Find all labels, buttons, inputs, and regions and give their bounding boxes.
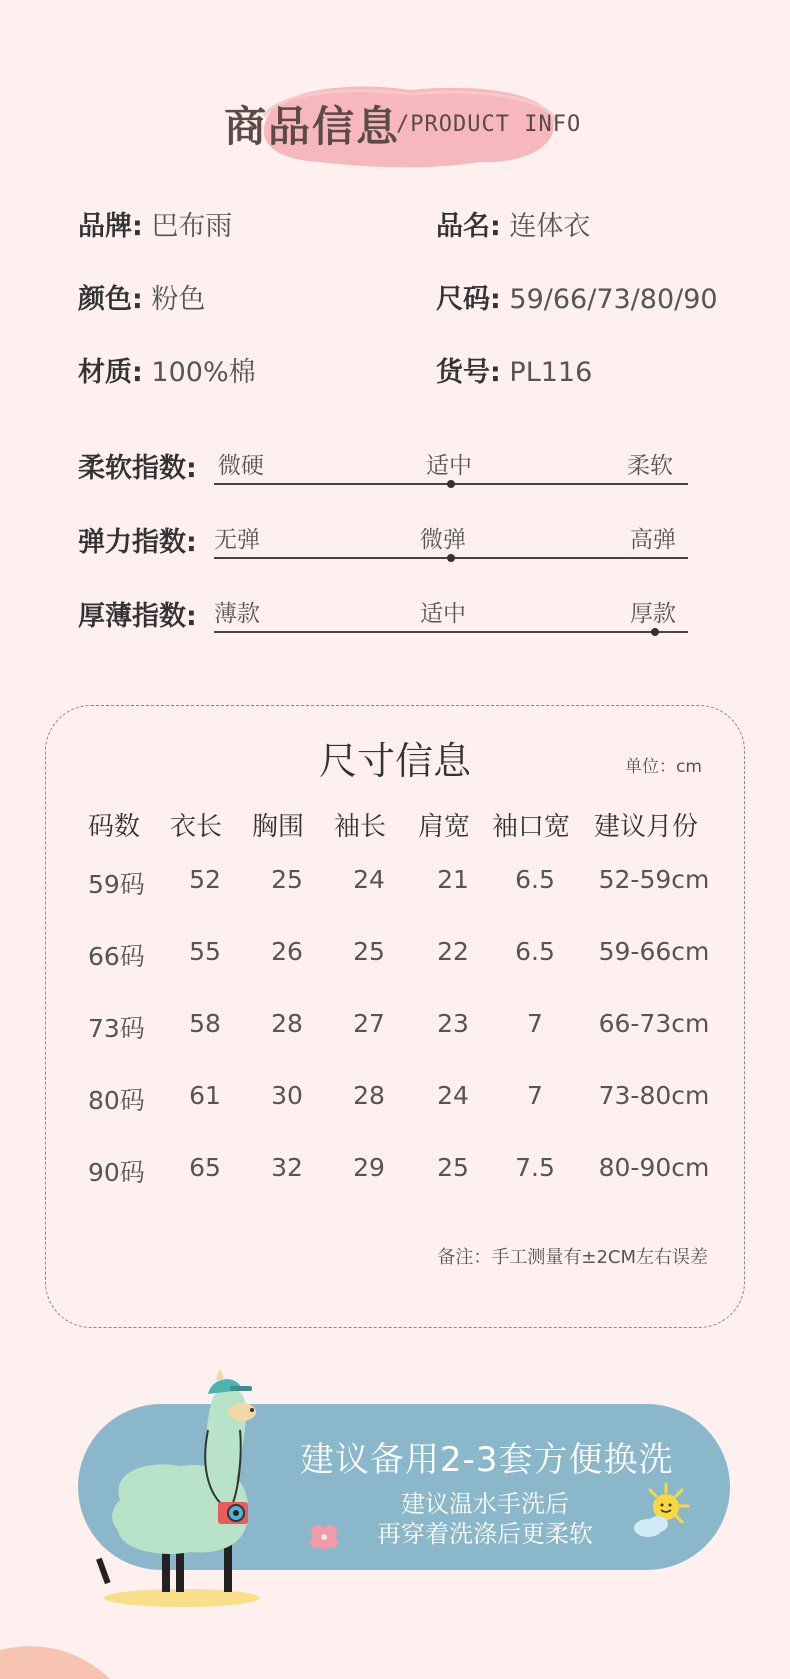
size-row-label: 59码: [88, 870, 145, 899]
page-title: 商品信息: [224, 102, 401, 151]
size-table-cell: 58: [189, 1009, 221, 1038]
size-table-cell: 24: [437, 1081, 469, 1110]
info-material: 材质: 100%棉: [78, 357, 256, 388]
elasticity-marker: [447, 554, 455, 562]
banner-subtext-1: 建议温水手洗后: [401, 1490, 569, 1518]
size-table-cell: 23: [437, 1009, 469, 1038]
size-header-cell: 码数: [88, 812, 141, 842]
page-title-en: /PRODUCT INFO: [396, 112, 582, 137]
size-table-title: 尺寸信息: [318, 739, 471, 783]
size-table-cell: 6.5: [515, 937, 555, 966]
size-table-cell: 73-80cm: [598, 1081, 710, 1110]
alpaca-illustration: [90, 1370, 270, 1610]
size-header-cell: 肩宽: [418, 812, 471, 842]
size-row-label: 73码: [88, 1014, 145, 1043]
size-table-cell: 52-59cm: [598, 865, 710, 894]
size-table-cell: 52: [189, 865, 221, 894]
size-table-cell: 25: [271, 865, 303, 894]
size-row-label: 90码: [88, 1158, 145, 1187]
elasticity-option-high: 高弹: [630, 527, 676, 553]
size-row-label: 66码: [88, 942, 145, 971]
elasticity-label: 弹力指数:: [78, 527, 197, 558]
size-table-cell: 29: [353, 1153, 385, 1182]
thickness-option-mid: 适中: [420, 601, 466, 627]
size-table-cell: 22: [437, 937, 469, 966]
thickness-label: 厚薄指数:: [78, 601, 197, 632]
size-header-cell: 袖长: [334, 812, 387, 842]
info-color: 颜色: 粉色: [78, 284, 206, 315]
size-table-cell: 25: [353, 937, 385, 966]
elasticity-option-mid: 微弹: [420, 527, 466, 553]
banner-subtext-2: 再穿着洗涤后更柔软: [377, 1520, 593, 1548]
size-header-cell: 建议月份: [594, 812, 699, 842]
size-table-cell: 61: [189, 1081, 221, 1110]
thickness-scale-line: [214, 631, 688, 633]
size-table-cell: 28: [353, 1081, 385, 1110]
info-sizes: 尺码: 59/66/73/80/90: [436, 284, 718, 315]
softness-marker: [447, 480, 455, 488]
size-table-cell: 32: [271, 1153, 303, 1182]
softness-label: 柔软指数:: [78, 453, 197, 484]
size-table-cell: 65: [189, 1153, 221, 1182]
size-header-cell: 衣长: [170, 812, 223, 842]
info-brand: 品牌: 巴布雨: [78, 211, 233, 242]
info-product-name: 品名: 连体衣: [436, 211, 591, 242]
size-table-cell: 80-90cm: [598, 1153, 710, 1182]
size-table-cell: 7.5: [515, 1153, 555, 1182]
size-table-cell: 7: [527, 1009, 543, 1038]
size-header-cell: 胸围: [252, 812, 305, 842]
elasticity-option-low: 无弹: [214, 527, 260, 553]
thickness-option-high: 厚款: [630, 601, 676, 627]
size-table-cell: 25: [437, 1153, 469, 1182]
softness-option-low: 微硬: [218, 453, 264, 479]
size-header-cell: 袖口宽: [492, 812, 571, 842]
size-table-unit: 单位：cm: [625, 757, 702, 777]
thickness-option-low: 薄款: [214, 601, 260, 627]
size-table-cell: 30: [271, 1081, 303, 1110]
size-table-cell: 21: [437, 865, 469, 894]
size-row-label: 80码: [88, 1086, 145, 1115]
banner-headline: 建议备用2-3套方便换洗: [300, 1440, 674, 1480]
size-table-cell: 24: [353, 865, 385, 894]
size-table-note: 备注：手工测量有±2CM左右误差: [437, 1247, 708, 1268]
softness-option-mid: 适中: [426, 453, 472, 479]
size-table-cell: 59-66cm: [598, 937, 710, 966]
info-item-number: 货号: PL116: [436, 357, 593, 388]
size-table-cell: 28: [271, 1009, 303, 1038]
size-table-cell: 27: [353, 1009, 385, 1038]
softness-option-high: 柔软: [627, 453, 673, 479]
size-table-cell: 6.5: [515, 865, 555, 894]
thickness-marker: [651, 628, 659, 636]
size-table-cell: 66-73cm: [598, 1009, 710, 1038]
corner-accent: [0, 1640, 120, 1679]
size-table-cell: 7: [527, 1081, 543, 1110]
size-table-cell: 26: [271, 937, 303, 966]
size-table-cell: 55: [189, 937, 221, 966]
